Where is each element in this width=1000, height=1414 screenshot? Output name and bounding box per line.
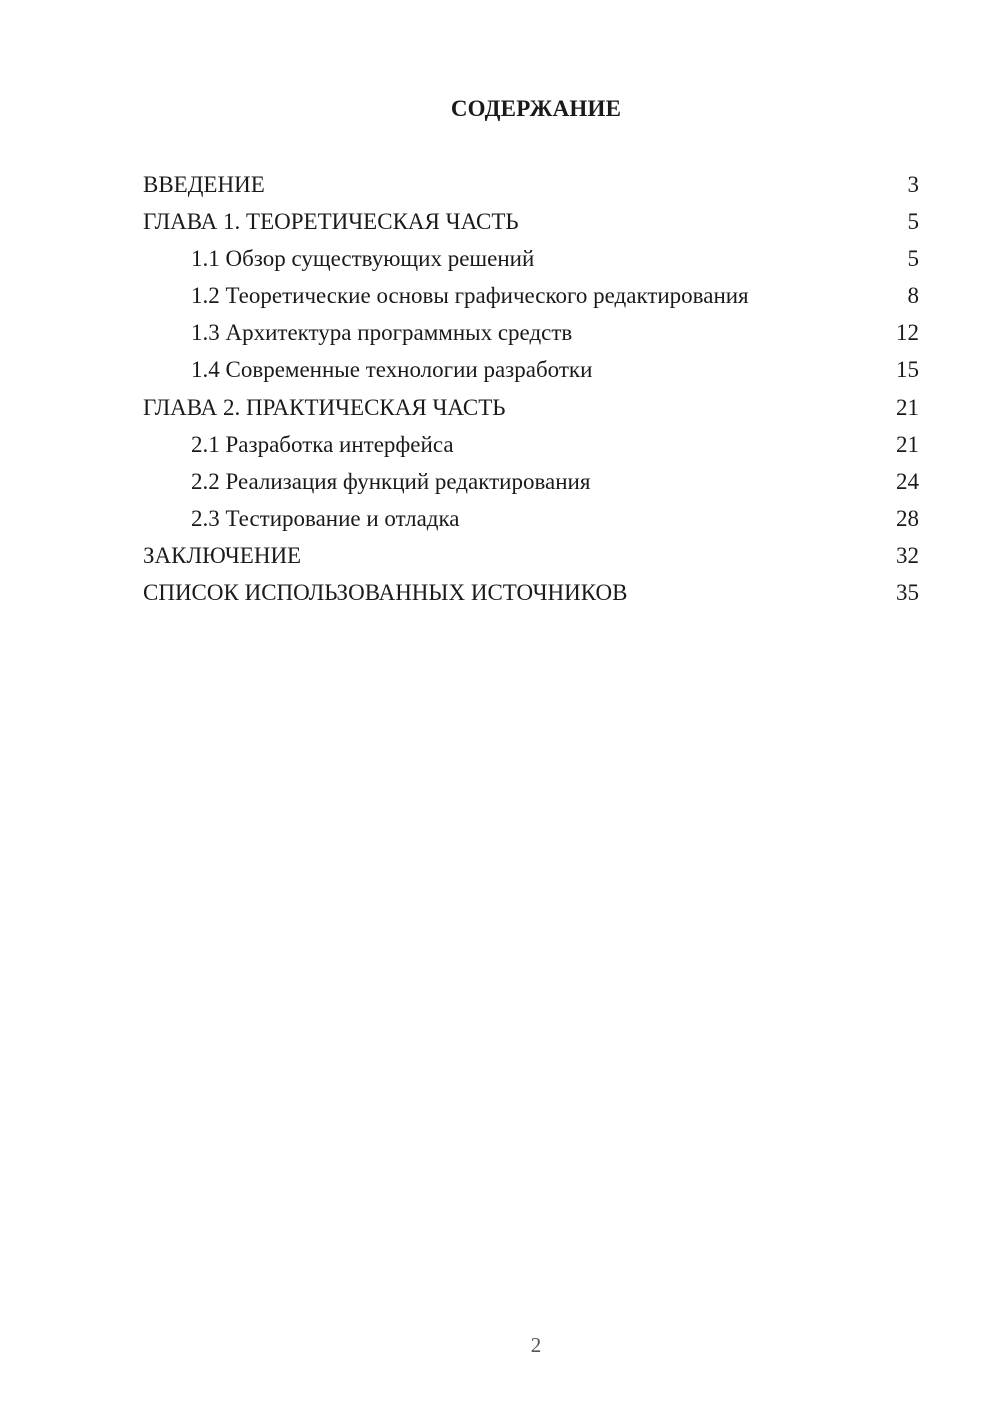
- toc-entry-section-1-2[interactable]: [143, 277, 919, 314]
- toc-entry-label: 2.2 Реализация функций редактирования: [191, 468, 591, 494]
- page-number: 2: [530, 1333, 542, 1357]
- toc-entry-label: 1.4 Современные технологии разработки: [191, 357, 593, 383]
- toc-entry-page: 24: [896, 468, 919, 494]
- toc-entry-page: 32: [896, 542, 919, 568]
- toc-entry-section-1-3[interactable]: [143, 314, 919, 351]
- toc-entry-chapter-2[interactable]: [143, 389, 919, 426]
- toc-entry-label: 1.3 Архитектура программных средств: [191, 320, 573, 346]
- toc-entry-section-2-2[interactable]: [143, 463, 919, 500]
- toc-entry-page: 12: [896, 320, 919, 346]
- toc-entry-page: 5: [907, 209, 919, 235]
- toc-entry-references[interactable]: [143, 574, 919, 611]
- toc-entry-page: 21: [896, 431, 919, 457]
- toc-entry-label: ВВЕДЕНИЕ: [143, 172, 265, 197]
- toc-entry-chapter-1[interactable]: [143, 203, 919, 240]
- toc-entry-label: 1.1 Обзор существующих решений: [191, 246, 535, 272]
- toc-entry-page: 35: [896, 580, 919, 606]
- table-of-contents: [143, 166, 919, 611]
- toc-entry-label: ГЛАВА 1. ТЕОРЕТИЧЕСКАЯ ЧАСТЬ: [143, 209, 519, 235]
- toc-entry-section-2-3[interactable]: [143, 500, 919, 537]
- toc-entry-label: ГЛАВА 2. ПРАКТИЧЕСКАЯ ЧАСТЬ: [143, 394, 506, 420]
- toc-entry-label: ЗАКЛЮЧЕНИЕ: [143, 542, 302, 568]
- toc-entry-page: 28: [896, 505, 919, 531]
- toc-entry-page: 8: [907, 283, 919, 309]
- toc-entry-section-2-1[interactable]: [143, 426, 919, 463]
- toc-entry-label: 2.3 Тестирование и отладка: [191, 505, 460, 531]
- toc-entry-section-1-4[interactable]: [143, 351, 919, 388]
- toc-entry-label: 1.2 Теоретические основы графического редактирования: [191, 283, 749, 309]
- toc-entry-introduction[interactable]: [143, 166, 919, 203]
- toc-entry-page: 21: [896, 394, 919, 420]
- toc-entry-page: 15: [896, 357, 919, 383]
- toc-entry-label: СПИСОК ИСПОЛЬЗОВАННЫХ ИСТОЧНИКОВ: [143, 580, 628, 606]
- toc-entry-page: 3: [907, 172, 919, 197]
- page-title: СОДЕРЖАНИЕ: [450, 96, 622, 121]
- toc-entry-page: 5: [907, 246, 919, 272]
- toc-entry-section-1-1[interactable]: [143, 240, 919, 277]
- toc-entry-label: 2.1 Разработка интерфейса: [191, 431, 454, 457]
- toc-entry-conclusion[interactable]: [143, 537, 919, 574]
